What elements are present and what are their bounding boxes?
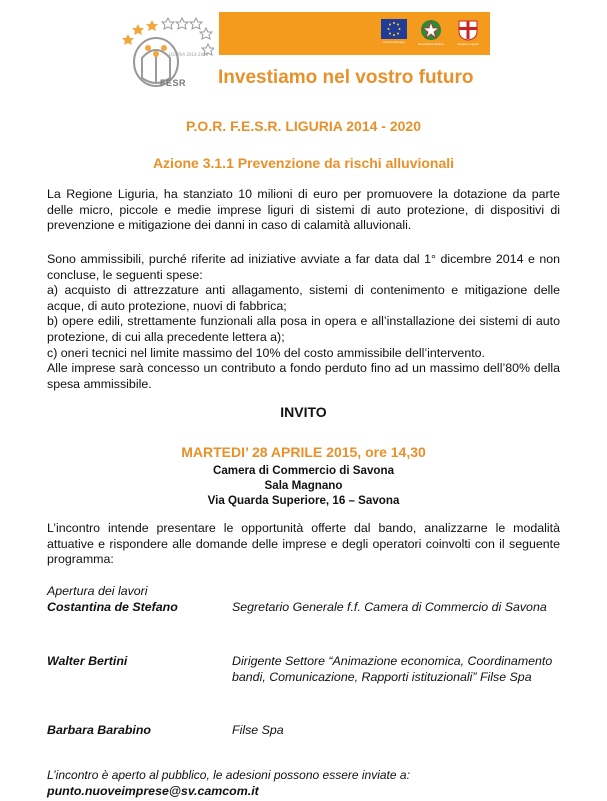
italy-caption: Repubblica Italiana [418,42,444,46]
svg-text:LIGURIA 2014-2020: LIGURIA 2014-2020 [169,52,209,57]
expense-item-a: a) acquisto di attrezzature anti allagamento, sistemi di contenimento e mitigazione delle acque, di auto protezione, nuovi di fabbrica; [47,283,560,313]
expense-item-c: c) oneri tecnici nel limite massimo del 10% del costo ammissibile dell’intervento. [47,345,485,360]
event-date: MARTEDI’ 28 APRILE 2015, ore 14,30 [181,444,426,460]
speaker-role: Segretario Generale f.f. Camera di Commercio di Savona [232,600,547,614]
registration-note: L’incontro è aperto al pubblico, le adesioni possono essere inviate a: [47,768,410,782]
intro-paragraph: La Regione Liguria, ha stanziato 10 milioni di euro per promuovere la dotazione da parte delle micro, piccole e medie imprese liguri di sistemi di auto protezione, di dispositivi di prevenzione e mitigazione dei danni in caso di calamità alluvionali. [47,187,560,233]
purpose-paragraph: L’incontro intende presentare le opportunità offerte dal bando, analizzarne le modalità attuative e rispondere alle domande delle imprese e degli operatori coinvolti con il seguente programma: [47,521,560,567]
liguria-emblem-icon [457,19,479,41]
eu-flag [380,19,408,47]
venue-place: Camera di Commercio di Savona [212,464,395,477]
liguria-caption: Regione Liguria [457,42,479,46]
fesr-label: FESR [160,78,187,88]
azione-title: Azione 3.1.1 Prevenzione da rischi alluvionali [152,155,455,171]
program-title: P.O.R. F.E.S.R. LIGURIA 2014 - 2020 [186,118,421,134]
contact-email[interactable]: punto.nuoveimprese@sv.camcom.it [47,784,259,798]
venue-room: Sala Magnano [264,479,343,492]
speaker-name: Walter Bertini [47,654,128,668]
speaker-name: Barbara Barabino [47,723,151,737]
expense-item-b: b) opere edili, strettamente funzionali alla posa in opera e all’installazione dei sistemi di auto protezione, di cui alla precedente lettera a); [47,314,560,344]
venue-address: Via Quarda Superiore, 16 – Savona [207,494,400,507]
italy-emblem [417,19,445,47]
eu-caption: Unione Europea [383,40,405,44]
agenda-opening: Apertura dei lavori [47,584,148,598]
event-venue [0,463,607,508]
invito-heading: INVITO [280,404,327,420]
speaker-role: Filse Spa [232,723,284,737]
speaker-role: Dirigente Settore “Animazione economica, Coordinamento bandi, Comunicazione, Rapporti istituzionali” Filse Spa [232,654,553,684]
institution-logos [380,19,482,47]
italy-emblem-icon [420,19,442,41]
eligible-lead: Sono ammissibili, purché riferite ad iniziative avviate a far data dal 1° dicembre 2014 e non concluse, le seguenti spese: [47,252,560,282]
orange-banner [219,12,490,55]
slogan: Investiamo nel vostro futuro [218,67,474,88]
liguria-emblem [454,19,482,47]
eligible-expenses [47,252,560,392]
speaker-name: Costantina de Stefano [47,600,178,614]
eu-flag-icon [381,19,407,39]
contribution-note: Alle imprese sarà concesso un contributo a fondo perduto fino ad un massimo dell’80% della spesa ammissibile. [47,361,560,391]
